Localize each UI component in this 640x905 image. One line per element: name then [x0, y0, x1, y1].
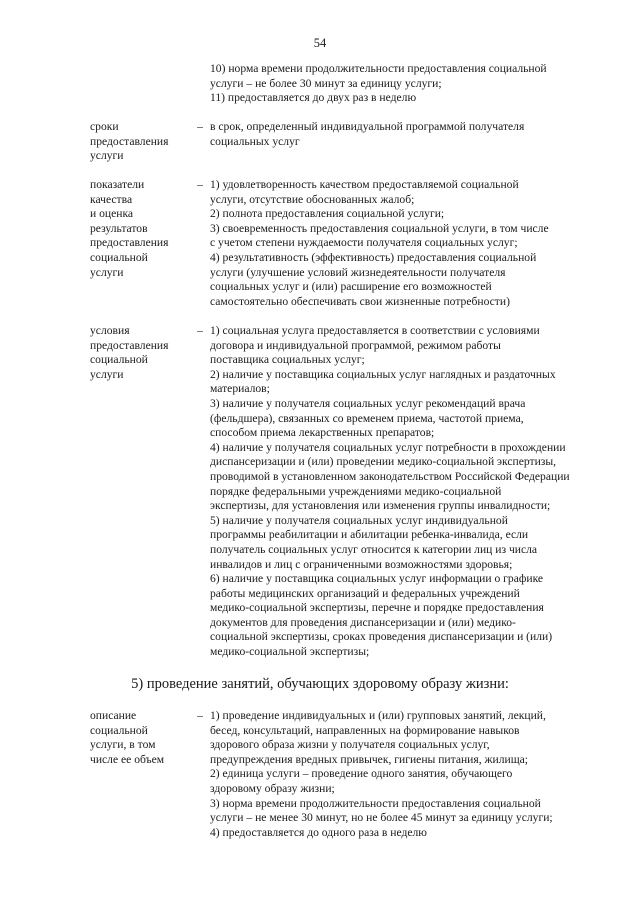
text-line: услуги – не менее 30 минут, но не более 45 минут за единицу услуги;	[210, 811, 553, 825]
text-line: 11) предоставляется до двух раз в неделю	[210, 91, 417, 105]
text-line: в срок, определенный индивидуальной программой получателя	[210, 120, 525, 133]
text-line: 5) наличие у получателя социальных услуг индивидуальной	[210, 513, 508, 527]
text-line: инвалидов и лиц с ограниченными возможностями здоровья;	[210, 557, 513, 571]
row-content	[210, 709, 610, 840]
row-label	[90, 324, 190, 382]
row-dash: –	[197, 324, 203, 337]
label-line: социальной	[90, 250, 148, 264]
row-content	[210, 178, 610, 309]
text-line: социальной экспертизы, сроках проведения диспансеризации и (или)	[210, 630, 553, 644]
text-line: 1) социальная услуга предоставляется в соответствии с условиями	[210, 324, 540, 337]
row-content	[210, 120, 610, 149]
text-line: экспертизы, для установления или изменения группы инвалидности;	[210, 499, 551, 513]
text-line: 2) полнота предоставления социальной услуги;	[210, 207, 445, 221]
text-line: 10) норма времени продолжительности предоставления социальной	[210, 62, 547, 75]
label-line: и оценка	[90, 207, 134, 221]
label-line: качества	[90, 192, 133, 206]
label-line: предоставления	[90, 236, 169, 250]
label-line: результатов	[90, 221, 148, 235]
text-line: порядке федеральными учреждениями медико-социальной	[210, 484, 502, 498]
text-line: способом приема лекарственных препаратов;	[210, 426, 435, 440]
text-line: медико-социальной экспертизы;	[210, 645, 370, 659]
row-dash: –	[197, 178, 203, 191]
label-line: сроки	[90, 120, 119, 133]
text-line: предупреждения вредных привычек, гигиены питания, жилища;	[210, 752, 529, 766]
row-content	[210, 324, 610, 660]
text-line: получатель социальных услуг относится к категории лиц из числа	[210, 542, 538, 556]
section-heading: 5) проведение занятий, обучающих здоровому образу жизни:	[131, 676, 509, 692]
label-line: описание	[90, 709, 137, 722]
text-line: 2) единица услуги – проведение одного занятия, обучающего	[210, 767, 513, 781]
text-line: 3) наличие у получателя социальных услуг рекомендаций врача	[210, 396, 526, 410]
label-line: социальной	[90, 353, 148, 367]
label-line: показатели	[90, 178, 145, 191]
label-line: социальной	[90, 723, 148, 737]
label-line: услуги	[90, 265, 124, 279]
text-line: социальных услуг	[210, 134, 300, 148]
text-line: услуги (улучшение условий жизнедеятельности получателя	[210, 265, 506, 279]
text-line: материалов;	[210, 382, 270, 396]
text-line: 3) норма времени продолжительности предоставления социальной	[210, 796, 541, 810]
page-number: 54	[313, 36, 327, 50]
text-line: здоровому образу жизни;	[210, 781, 335, 795]
text-line: поставщика социальных услуг;	[210, 353, 365, 367]
label-line: услуги	[90, 149, 124, 163]
text-line: услуги, отсутствие обоснованных жалоб;	[210, 192, 415, 206]
text-line: 1) проведение индивидуальных и (или) групповых занятий, лекций,	[210, 709, 546, 722]
text-line: 6) наличие у поставщика социальных услуг информации о графике	[210, 572, 544, 586]
text-line: медико-социальной экспертизы, перечне и порядке предоставления	[210, 601, 544, 615]
row-dash: –	[197, 709, 203, 722]
row-label	[90, 178, 190, 280]
row-label	[90, 709, 190, 767]
text-line: программы реабилитации и абилитации ребенка-инвалида, если	[210, 528, 529, 542]
text-line: 4) результативность (эффективность) предоставления социальной	[210, 250, 537, 264]
row-dash: –	[197, 120, 203, 133]
row-label	[90, 120, 190, 164]
text-line: диспансеризации и (или) проведении медико-социальной экспертизы,	[210, 455, 557, 469]
text-line: 2) наличие у поставщика социальных услуг наглядных и раздаточных	[210, 367, 556, 381]
text-line: 4) наличие у получателя социальных услуг потребности в прохождении	[210, 440, 566, 454]
label-line: предоставления	[90, 134, 169, 148]
text-line: 3) своевременность предоставления социальной услуги, в том числе	[210, 221, 549, 235]
text-line: здорового образа жизни у получателя социальных услуг,	[210, 738, 490, 752]
text-line: бесед, консультаций, направленных на формирование навыков	[210, 723, 520, 737]
text-line: социальных услуг и (или) расширение его возможностей	[210, 280, 492, 294]
label-line: числе ее объем	[90, 752, 165, 766]
text-line: работы медицинских организаций и федеральных учреждений	[210, 586, 520, 600]
label-line: услуги, в том	[90, 738, 156, 752]
text-line: 1) удовлетворенность качеством предоставляемой социальной	[210, 178, 519, 191]
label-line: предоставления	[90, 338, 169, 352]
label-line: услуги	[90, 367, 124, 381]
text-line: (фельдшера), связанных со временем приема, частотой приема,	[210, 411, 524, 425]
text-line: самостоятельно обеспечивать свои жизненные потребности)	[210, 294, 510, 308]
text-line: услуги – не более 30 минут за единицу услуги;	[210, 76, 442, 90]
text-line: 4) предоставляется до одного раза в неделю	[210, 825, 427, 839]
text-line: проводимой в установленном законодательством Российской Федерации	[210, 469, 570, 483]
text-line: документов для проведения диспансеризации и (или) медико-	[210, 615, 516, 629]
label-line: условия	[90, 324, 130, 337]
text-line: с учетом степени нуждаемости получателя социальных услуг;	[210, 236, 518, 250]
intro-text	[210, 62, 610, 106]
text-line: договора и индивидуальной программой, режимом работы	[210, 338, 501, 352]
